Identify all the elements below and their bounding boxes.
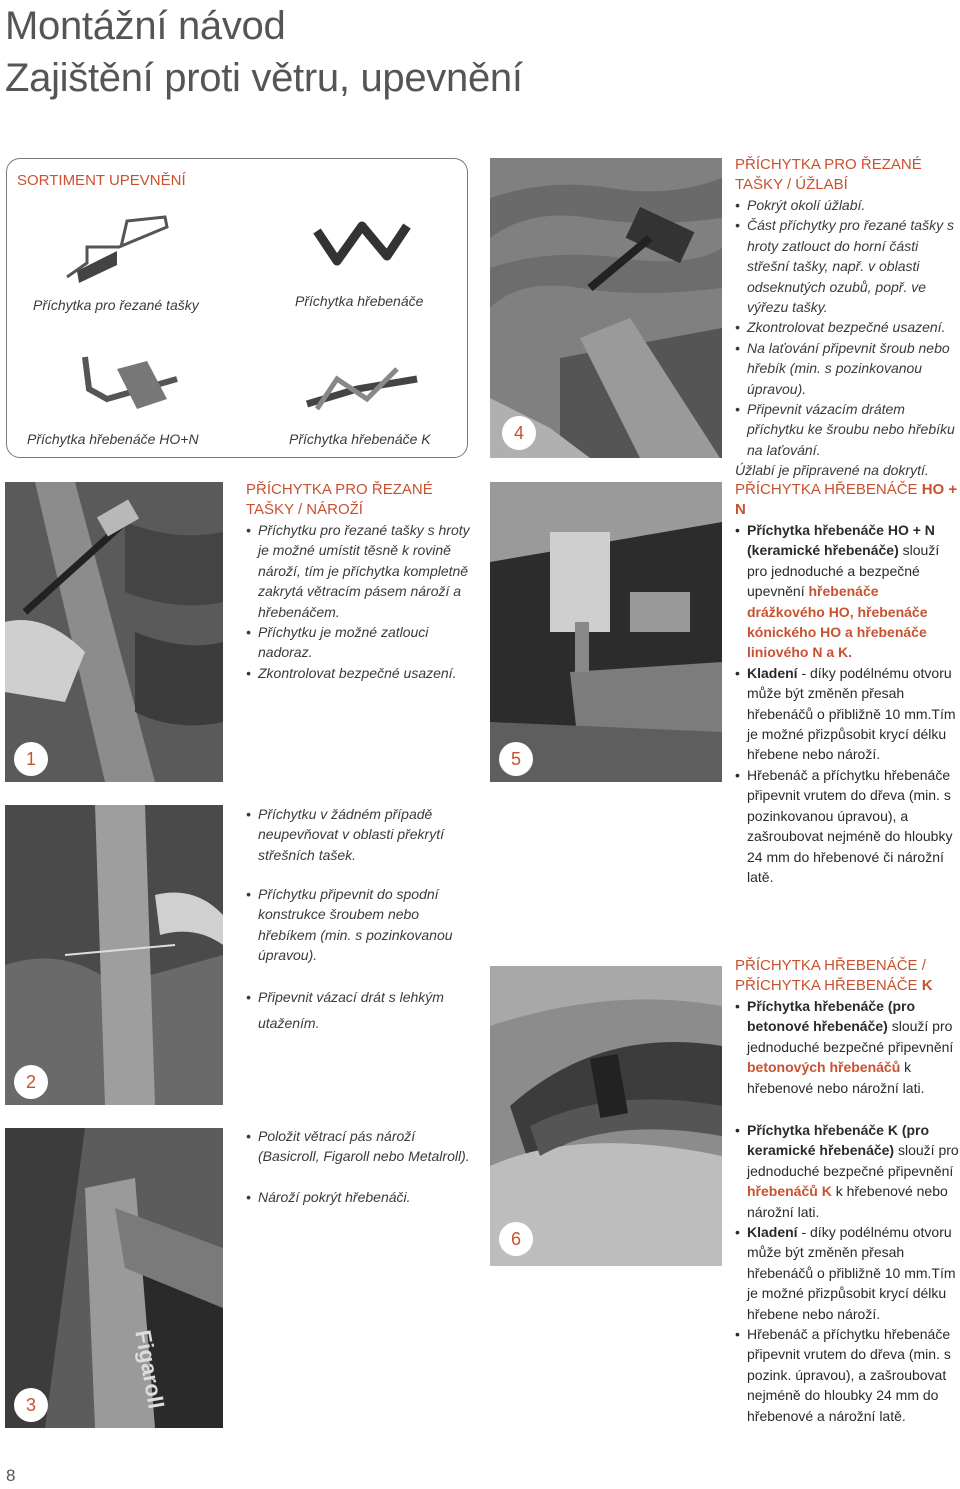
step-1-bullet-2: • Příchytku je možné zatlouci nadoraz.: [246, 622, 478, 663]
sortiment-box: [6, 158, 468, 458]
step-5-text: [735, 480, 960, 887]
step-6-heading-2b: K: [921, 977, 933, 994]
step-number-2: 2: [14, 1065, 48, 1099]
step-6-heading-2: [735, 976, 960, 996]
step-number-1: 1: [14, 742, 48, 776]
sortiment-item-1: Příchytka pro řezané tašky: [33, 297, 199, 313]
figaroll-label: Figaroll: [130, 1328, 169, 1411]
step-5-heading-b: HO + N: [735, 481, 958, 518]
step-4-bullet-2: • Část příchytky pro řezané tašky s hroty zatlouct do horní části střešní tašky, např. v oblasti odseknutých ozubů, popř. ve výřezu tašky.: [735, 215, 960, 317]
step-2-text: [246, 884, 478, 1036]
step-3-bullet-2: • Nároží pokrýt hřebenáči.: [246, 1187, 478, 1207]
step-3-text: [246, 1126, 478, 1207]
step-number-3: 3: [14, 1388, 48, 1422]
step-4-bullet-5: • Připevnit vázacím drátem příchytku ke šroubu nebo hřebíku na laťování.: [735, 399, 960, 460]
step-6-bullet-3: • Kladení - díky podélnému otvoru může být změněn přesah hřebenáčů o přibližně 10 mm.Tím je možné přizpůsobit krycí délku hřebene nebo nároží.: [735, 1222, 960, 1324]
step-6-bullet-2: • Příchytka hřebenáče K (pro keramické hřebenáče) slouží pro jednoduché bezpečné připevnění hřebenáčů K k hřebenové nebo nárožní lati.: [735, 1120, 960, 1222]
ridge-clip-k-icon: [297, 359, 427, 419]
title-line-1: Montážní návod: [5, 4, 286, 48]
step-number-4: 4: [502, 416, 536, 450]
step-5-bullet-3: • Hřebenáč a příchytku hřebenáče připevnit vrutem do dřeva (min. s pozinkovanou úpravou), a zašroubovat nejméně do hloubky 24 mm do hřebenové či nárožní latě.: [735, 765, 960, 887]
step-4-bullet-3: • Zkontrolovat bezpečné usazení.: [735, 317, 960, 337]
step-6-heading-1: PŘÍCHYTKA HŘEBENÁČE /: [735, 957, 926, 974]
step-1-heading-2: TAŠKY / NÁROŽÍ: [246, 501, 363, 518]
page-title: [5, 0, 523, 104]
step-4-heading-1: PŘÍCHYTKA PRO ŘEZANÉ: [735, 156, 922, 173]
step-4-closing: Úžlabí je připravené na dokrytí.: [735, 462, 929, 479]
step-2-bullet-1: • Příchytku připevnit do spodní konstrukce šroubem nebo hřebíkem (min. s pozinkovanou úpravou).: [246, 884, 478, 966]
sortiment-heading: SORTIMENT UPEVNĚNÍ: [17, 172, 186, 189]
step-2-bullet-2: • Připevnit vázací drát s lehkým utažením.: [246, 984, 478, 1036]
page-number: 8: [6, 1466, 16, 1485]
photo-step-2: [5, 805, 223, 1105]
step-4-text: [735, 155, 960, 481]
step-5-bullet-2: • Kladení - díky podélnému otvoru může být změněn přesah hřebenáčů o přibližně 10 mm.Tím je možné přizpůsobit krycí délku hřebene nebo nároží.: [735, 663, 960, 765]
ridge-clip-ho-n-icon: [77, 349, 187, 419]
photo-step-4: [490, 158, 722, 458]
photo-step-3: [5, 1128, 223, 1428]
ridge-clip-icon: [307, 211, 417, 281]
step-4-heading-2: TAŠKY / ÚŽLABÍ: [735, 176, 848, 193]
step-number-5: 5: [499, 742, 533, 776]
step-1-bullet-3: • Zkontrolovat bezpečné usazení.: [246, 663, 478, 683]
step-4-bullet-1: • Pokrýt okolí úžlabí.: [735, 195, 960, 215]
step-1-bullet-1: • Příchytku pro řezané tašky s hroty je možné umístit těsně k rovině nároží, tím je příchytka kompletně zakrytá větracím pásem nároží a hřebenáčem.: [246, 520, 478, 622]
sortiment-item-3: Příchytka hřebenáče HO+N: [27, 431, 199, 447]
step-5-heading: [735, 480, 960, 520]
step-number-6: 6: [499, 1222, 533, 1256]
step-3-bullet-1: • Položit větrací pás nároží (Basicroll, Figaroll nebo Metalroll).: [246, 1126, 478, 1167]
step-1-warning: [246, 804, 478, 865]
step-4-bullet-4: • Na laťování připevnit šroub nebo hřebík (min. s pozinkovanou úpravou).: [735, 338, 960, 399]
step-6-bullet-4: • Hřebenáč a příchytku hřebenáče připevnit vrutem do dřeva (min. s pozink. úpravou), a zašroubovat nejméně do hloubky 24 mm do hřebenové a nárožní latě.: [735, 1324, 960, 1426]
step-5-bullet-1: • Příchytka hřebenáče HO + N (keramické hřebenáče) slouží pro jednoduché a bezpečné upevnění hřebenáče drážkového HO, hřebenáče kónického HO a hřebenáče liniového N a K.: [735, 520, 960, 663]
step-1-heading-1: PŘÍCHYTKA PRO ŘEZANÉ: [246, 481, 433, 498]
title-line-2: Zajištění proti větru, upevnění: [5, 56, 523, 100]
step-5-heading-a: PŘÍCHYTKA HŘEBENÁČE: [735, 481, 922, 498]
step-6-bullet-1: • Příchytka hřebenáče (pro betonové hřebenáče) slouží pro jednoduché bezpečné připevnění betonových hřebenáčů k hřebenové nebo nárožní lati.: [735, 996, 960, 1098]
sortiment-item-2: Příchytka hřebenáče: [295, 293, 424, 309]
step-1-bullet-4: • Příchytku v žádném případě neupevňovat v oblasti překrytí střešních tašek.: [246, 804, 478, 865]
photo-step-6: [490, 966, 722, 1266]
sortiment-item-4: Příchytka hřebenáče K: [289, 431, 431, 447]
step-6-text-2: [735, 1120, 960, 1426]
step-6-heading-2a: PŘÍCHYTKA HŘEBENÁČE: [735, 977, 922, 994]
tile-clip-icon: [57, 207, 177, 287]
photo-step-1: [5, 482, 223, 782]
photo-step-5: [490, 482, 722, 782]
step-1-text: [246, 480, 478, 683]
step-6-text: [735, 956, 960, 1098]
